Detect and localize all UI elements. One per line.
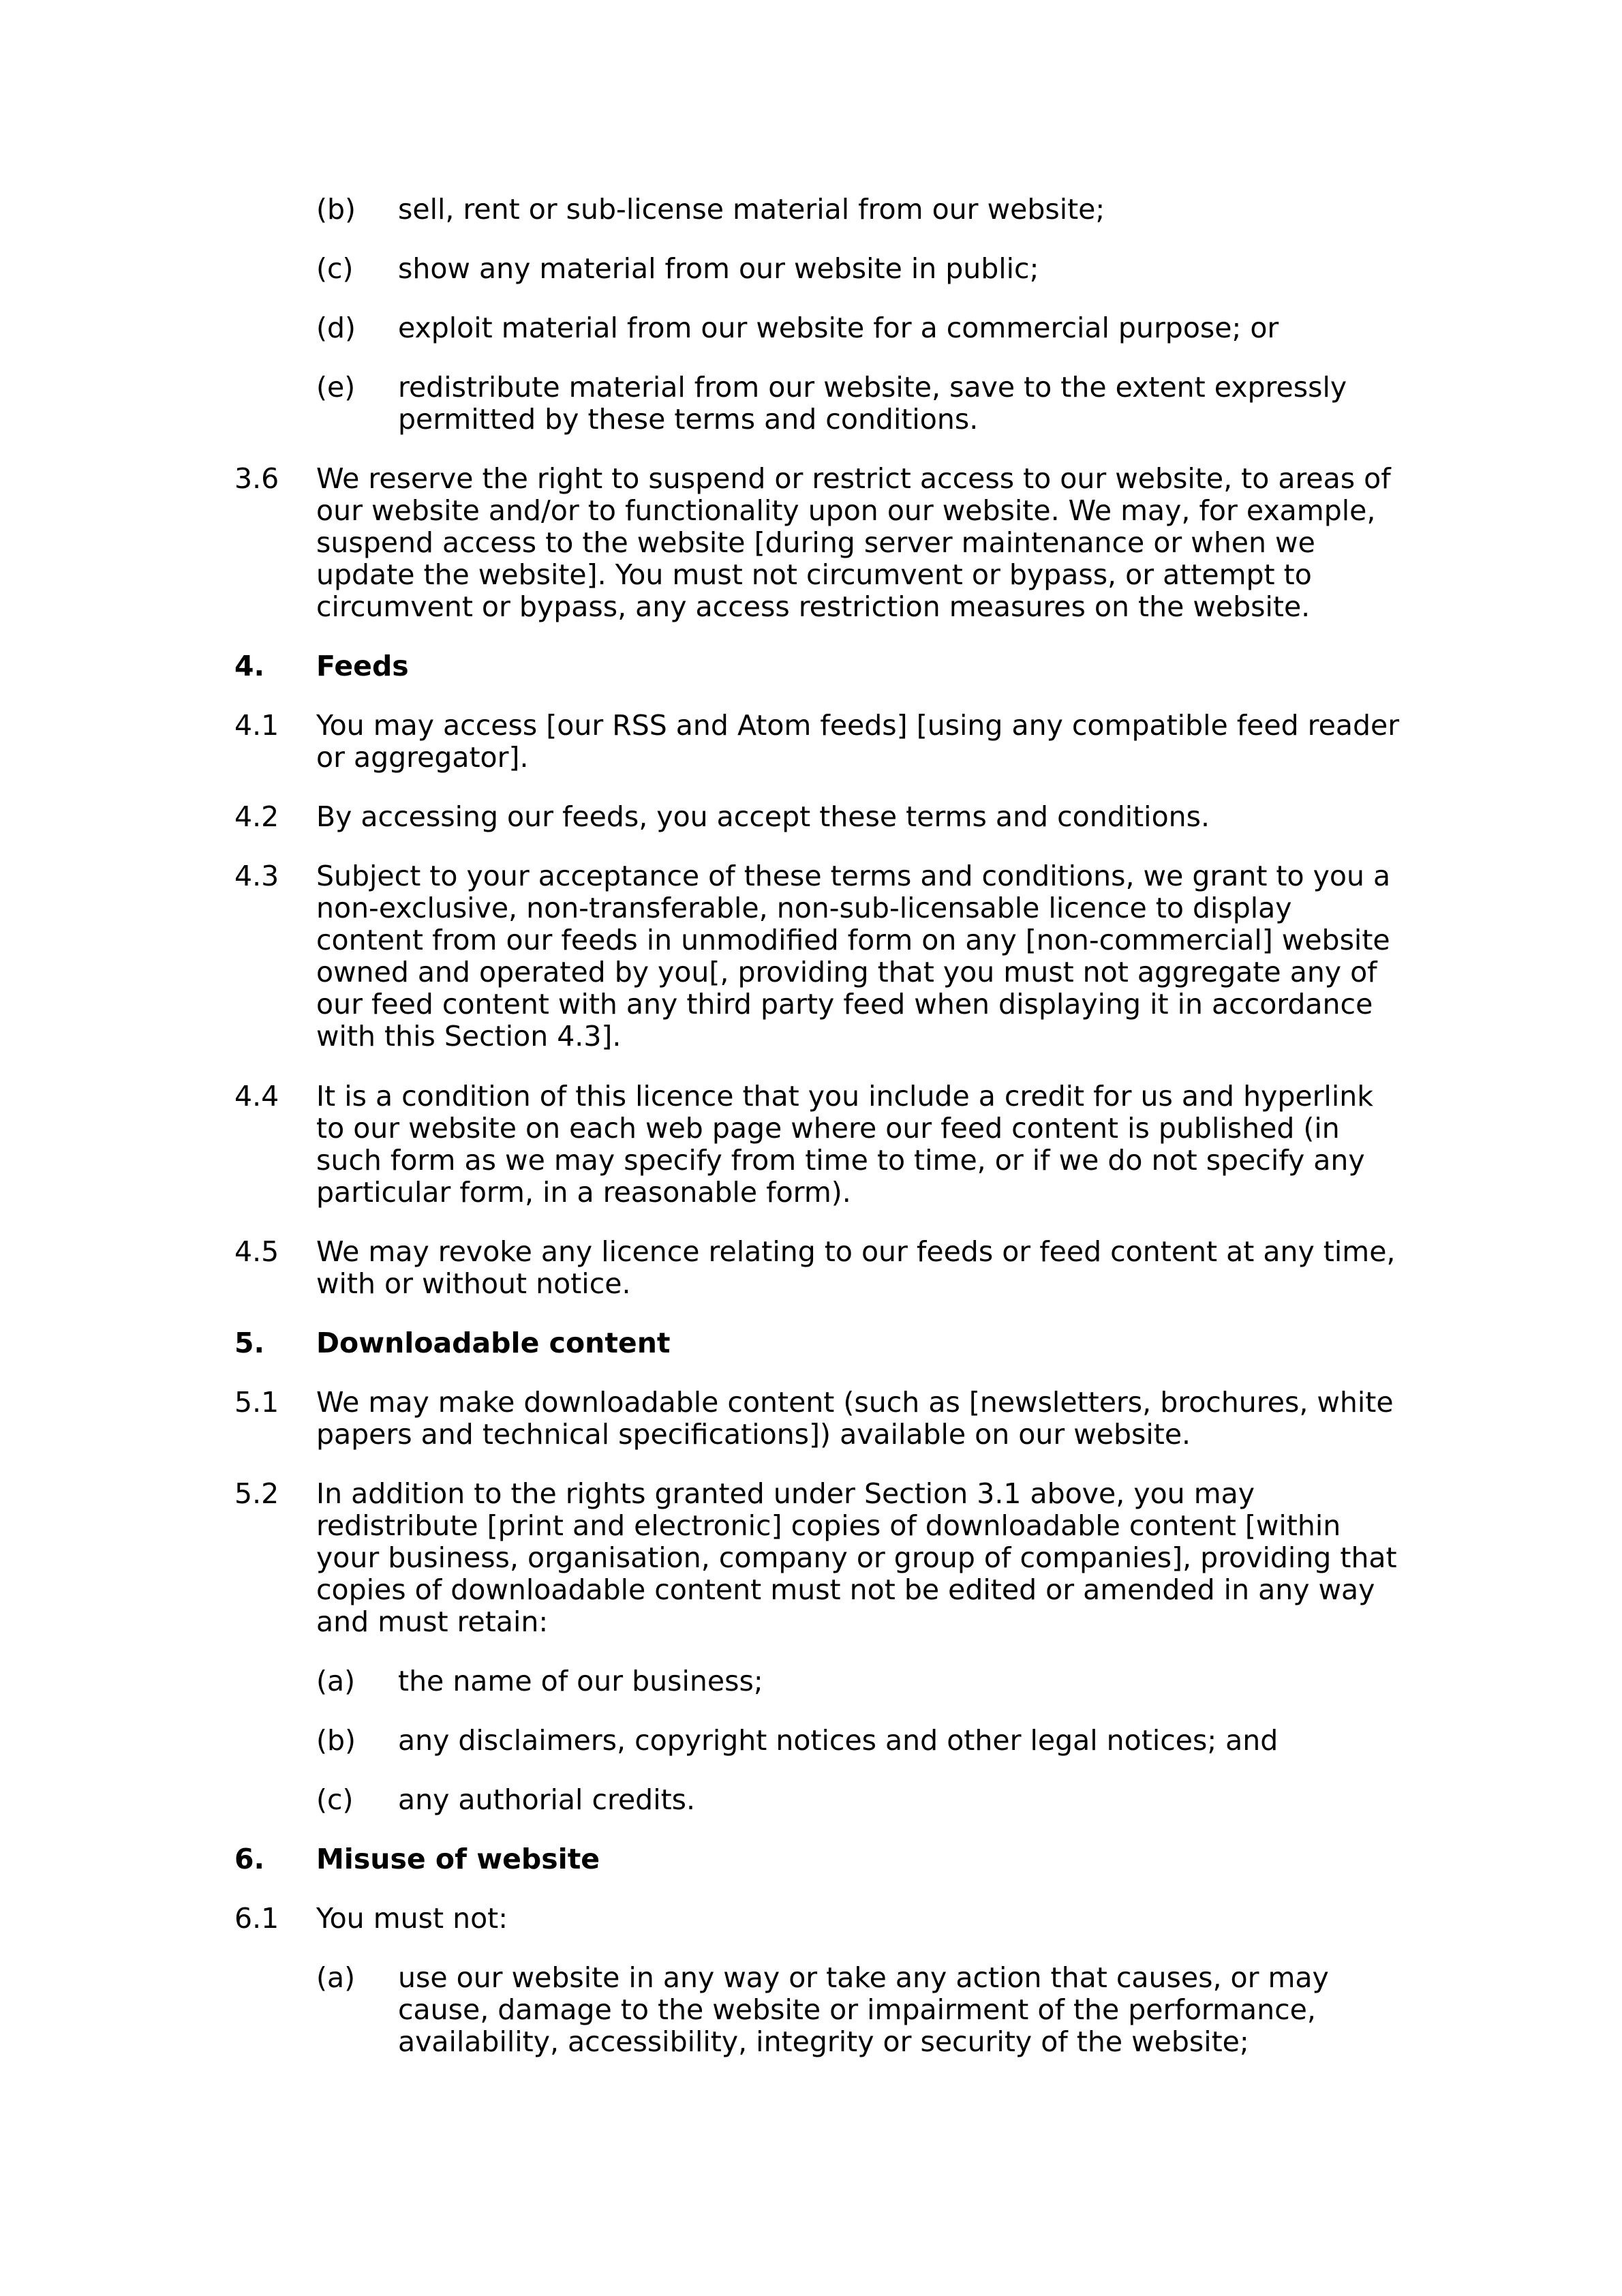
clause-number: 4.5 bbox=[234, 1235, 279, 1268]
clause-number: 3.6 bbox=[234, 462, 279, 495]
clause-text: Subject to your acceptance of these terms and conditions, we grant to you a non-exclusive, non-transferable, non-sub-licensable licence to display content from our feeds in unmodified form on any [non-commercial] website owned and operated by you[, providing that you must not aggregate any of our feed content with any third party feed when displaying it in accordance with this Section 4.3]. bbox=[316, 860, 1391, 1053]
clause-number: 5.1 bbox=[234, 1386, 279, 1419]
list-item-text: any authorial credits. bbox=[398, 1783, 696, 1816]
clause-number: 4.4 bbox=[234, 1080, 279, 1113]
section-title: Downloadable content bbox=[316, 1327, 671, 1359]
clause-number: 5.2 bbox=[234, 1477, 279, 1510]
list-marker: (e) bbox=[316, 371, 356, 404]
list-item-text: redistribute material from our website, save to the extent expressly permitted by these terms and conditions. bbox=[398, 371, 1347, 436]
list-marker: (b) bbox=[316, 193, 356, 226]
clause-number: 4.1 bbox=[234, 709, 279, 742]
list-item-text: sell, rent or sub-license material from our website; bbox=[398, 193, 1105, 226]
clause-text: We may revoke any licence relating to our feeds or feed content at any time, with or without notice. bbox=[316, 1235, 1396, 1300]
clause-text: You may access [our RSS and Atom feeds] [using any compatible feed reader or aggregator]. bbox=[316, 709, 1400, 774]
section-title: Misuse of website bbox=[316, 1843, 600, 1875]
list-marker: (b) bbox=[316, 1724, 356, 1757]
list-item-text: use our website in any way or take any action that causes, or may cause, damage to the website or impairment of the performance, availability, accessibility, integrity or security of the website; bbox=[398, 1961, 1329, 2058]
section-title: Feeds bbox=[316, 650, 409, 682]
clause-text: In addition to the rights granted under Section 3.1 above, you may redistribute [print and electronic] copies of downloadable content [within your business, organisation, company or group of companies], providing that copies of downloadable content must not be edited or amended in any way and must retain: bbox=[316, 1477, 1397, 1638]
clause-number: 4.2 bbox=[234, 800, 279, 833]
list-marker: (a) bbox=[316, 1961, 356, 1994]
list-item-text: show any material from our website in public; bbox=[398, 252, 1039, 285]
list-marker: (c) bbox=[316, 1783, 354, 1816]
clause-text: It is a condition of this licence that you include a credit for us and hyperlink to our website on each web page where our feed content is published (in such form as we may specify from time to time, or if we do not specify any particular form, in a reasonable form). bbox=[316, 1080, 1373, 1209]
list-marker: (c) bbox=[316, 252, 354, 285]
list-item-text: the name of our business; bbox=[398, 1665, 763, 1697]
clause-number: 4.3 bbox=[234, 860, 279, 892]
section-number: 5. bbox=[234, 1327, 265, 1359]
clause-text: You must not: bbox=[316, 1902, 508, 1935]
list-item-text: any disclaimers, copyright notices and other legal notices; and bbox=[398, 1724, 1279, 1757]
clause-text: We may make downloadable content (such as [newsletters, brochures, white papers and technical specifications]) available on our website. bbox=[316, 1386, 1394, 1451]
list-marker: (d) bbox=[316, 312, 356, 344]
list-marker: (a) bbox=[316, 1665, 356, 1697]
clause-text: We reserve the right to suspend or restrict access to our website, to areas of our website and/or to functionality upon our website. We may, for example, suspend access to the website [during server maintenance or when we update the website]. You must not circumvent or bypass, or attempt to circumvent or bypass, any access restriction measures on the website. bbox=[316, 462, 1391, 623]
list-item-text: exploit material from our website for a commercial purpose; or bbox=[398, 312, 1279, 344]
clause-number: 6.1 bbox=[234, 1902, 279, 1935]
section-number: 4. bbox=[234, 650, 265, 682]
clause-text: By accessing our feeds, you accept these terms and conditions. bbox=[316, 800, 1210, 833]
section-number: 6. bbox=[234, 1843, 265, 1875]
